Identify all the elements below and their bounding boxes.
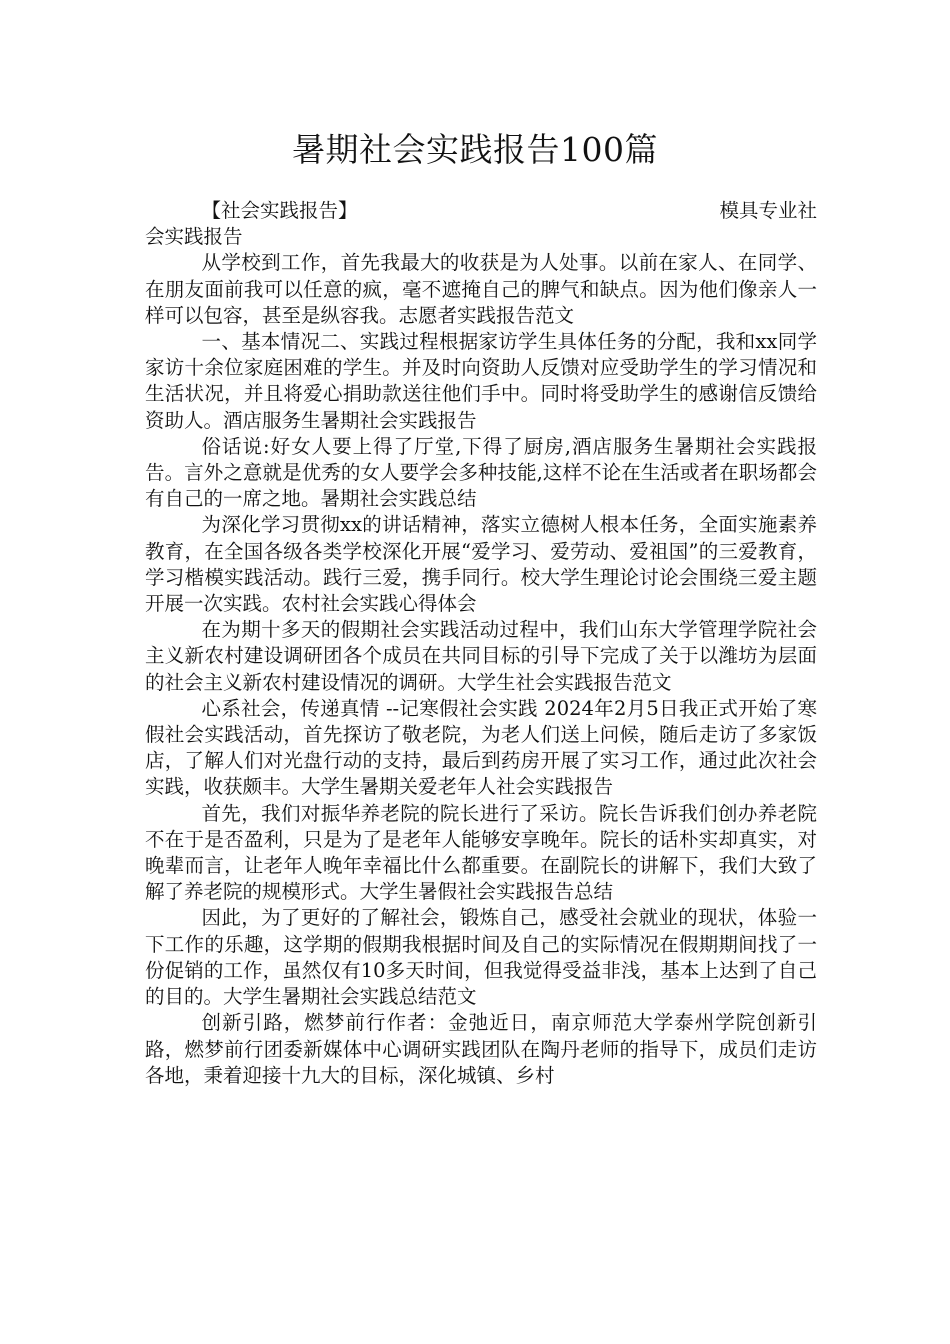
paragraph: 心系社会，传递真情 --记寒假社会实践 2024年2月5日我正式开始了寒假社会实践活动，首先探访了敬老院，为老人们送上问候，随后走访了多家饭店，了解人们对光盘行动的支持，最后到药房开展了实习工作，通过此次社会实践，收获颇丰。大学生暑期关爱老年人社会实践报告: [145, 696, 817, 799]
document-title: 暑期社会实践报告100篇: [292, 130, 658, 169]
report-major-label-continued: 会实践报告: [145, 225, 243, 249]
report-header-line: [145, 198, 817, 224]
paragraph: 因此，为了更好的了解社会，锻炼自己，感受社会就业的现状，体验一下工作的乐趣，这学期的假期我根据时间及自己的实际情况在假期期间找了一份促销的工作，虽然仅有10多天时间，但我觉得受益非浅，基本上达到了自己的目的。大学生暑期社会实践总结范文: [145, 906, 817, 1009]
paragraph: 在为期十多天的假期社会实践活动过程中，我们山东大学管理学院社会主义新农村建设调研团各个成员在共同目标的引导下完成了关于以潍坊为层面的社会主义新农村建设情况的调研。大学生社会实践报告范文: [145, 618, 817, 694]
report-major-label: 模具专业社: [719, 199, 817, 222]
paragraph: 一、基本情况二、实践过程根据家访学生具体任务的分配，我和xx同学家访十余位家庭困难的学生。并及时向资助人反馈对应受助学生的学习情况和生活状况，并且将爱心捐助款送往他们手中。同时将受助学生的感谢信反馈给资助人。酒店服务生暑期社会实践报告: [145, 330, 817, 432]
document-body: [145, 198, 817, 1089]
paragraph: 首先，我们对振华养老院的院长进行了采访。院长告诉我们创办养老院不在于是否盈利，只是为了是老年人能够安享晚年。院长的话朴实却真实，对晚辈而言，让老年人晚年幸福比什么都重要。在副院长的讲解下，我们大致了解了养老院的规模形式。大学生暑假社会实践报告总结: [145, 801, 817, 904]
report-category-label: 【社会实践报告】: [201, 199, 358, 222]
paragraph: 为深化学习贯彻xx的讲话精神，落实立德树人根本任务，全面实施素养教育，在全国各级各类学校深化开展“爱学习、爱劳动、爱祖国”的三爱教育，学习楷模实践活动。践行三爱，携手同行。校大学生理论讨论会围绕三爱主题开展一次实践。农村社会实践心得体会: [145, 513, 817, 616]
paragraph: 从学校到工作，首先我最大的收获是为人处事。以前在家人、在同学、在朋友面前我可以任意的疯，毫不遮掩自己的脾气和缺点。因为他们像亲人一样可以包容，甚至是纵容我。志愿者实践报告范文: [145, 251, 817, 327]
paragraph: 俗话说:好女人要上得了厅堂,下得了厨房,酒店服务生暑期社会实践报告。言外之意就是优秀的女人要学会多种技能,这样不论在生活或者在职场都会有自己的一席之地。暑期社会实践总结: [145, 434, 817, 511]
paragraph: 创新引路，燃梦前行作者：金弛近日，南京师范大学泰州学院创新引路，燃梦前行团委新媒体中心调研实践团队在陶丹老师的指导下，成员们走访各地，秉着迎接十九大的目标，深化城镇、乡村: [145, 1011, 817, 1087]
